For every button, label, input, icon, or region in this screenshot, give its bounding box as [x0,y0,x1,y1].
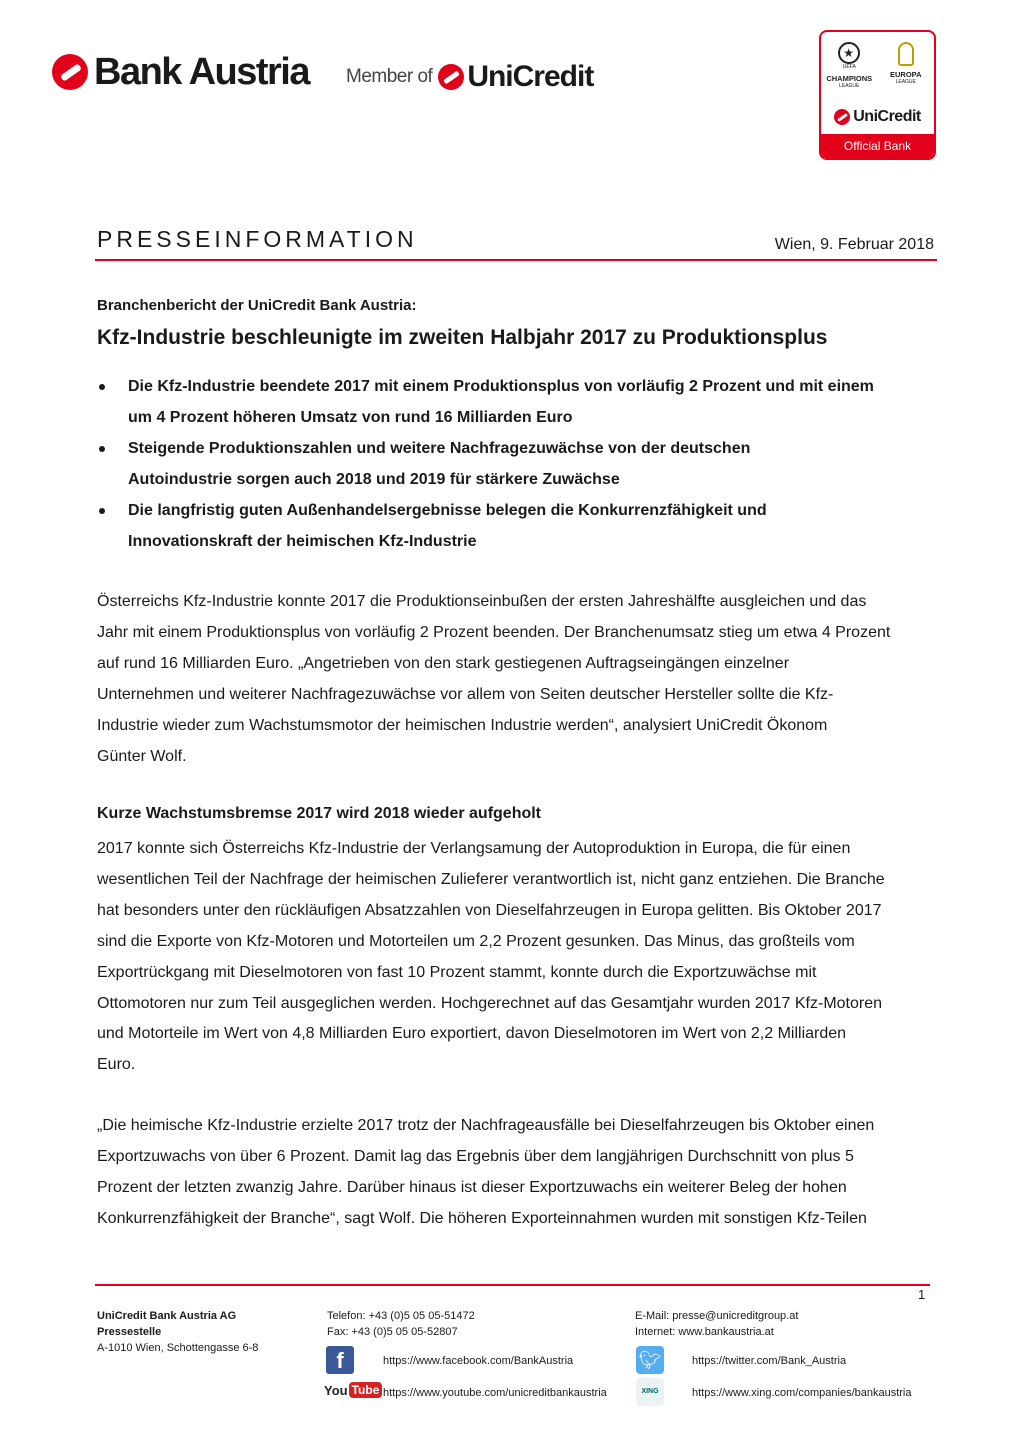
key-point-line: Die Kfz-Industrie beendete 2017 mit einem Produktionsplus von vorläufig 2 Prozent und mit einem [128,378,874,395]
key-point-line: Die langfristig guten Außenhandelsergebnisse belegen die Konkurrenzfähigkeit und [128,502,767,519]
member-of-label: Member of [346,66,433,87]
paragraph-line: Industrie wieder zum Wachstumsmotor der heimischen Industrie werden“, analysiert UniCredit Ökonom [97,716,828,734]
facebook-link[interactable]: https://www.facebook.com/BankAustria [383,1355,574,1367]
paragraph-line: Euro. [97,1056,136,1074]
department-name: Pressestelle [97,1326,162,1338]
paragraph-line: Prozent der letzten zwanzig Jahre. Darüber hinaus ist dieser Exportzuwachs ein weiterer Beleg der hohen [97,1178,847,1196]
paragraph-line: Ottomotoren nur zum Teil ausgeglichen werden. Hochgerechnet auf das Gesamtjahr wurden 2017 Kfz-Motoren [97,994,883,1012]
paragraph-line: Österreichs Kfz-Industrie konnte 2017 die Produktionseinbußen der ersten Jahreshälfte ausgleichen und das [97,593,867,610]
facebook-icon[interactable]: f [326,1346,354,1374]
paragraph-line: 2017 konnte sich Österreichs Kfz-Industrie der Verlangsamung der Autoproduktion in Europa, die für einen [97,840,851,857]
champions-league-sub: LEAGUE [839,83,860,89]
badge-brand: UniCredit [853,108,921,125]
publication-date: Wien, 9. Februar 2018 [774,236,934,253]
trophy-icon [898,42,914,66]
company-name: UniCredit Bank Austria AG [97,1310,237,1322]
footer-phone-block [327,1308,475,1340]
key-point [97,433,927,495]
footer-contact-block [635,1308,798,1340]
competition-logos [821,42,934,89]
fax-number: Fax: +43 (0)5 05 05-52807 [327,1326,458,1338]
email-link[interactable]: E-Mail: presse@unicreditgroup.at [635,1310,799,1322]
paragraph-line: auf rund 16 Milliarden Euro. „Angetrieben von den stark gestiegenen Auftragseingängen einzelner [97,654,790,672]
europa-league-logo [879,42,933,89]
brand-name: Bank Austria [94,50,309,93]
champions-label: CHAMPIONS [826,74,873,83]
section-heading: Kurze Wachstumsbremse 2017 wird 2018 wieder aufgeholt [97,805,542,822]
unicredit-mark-icon [438,64,464,90]
xing-icon[interactable] [636,1378,664,1406]
page-number: 1 [918,1287,926,1302]
paragraph-line: Günter Wolf. [97,747,187,765]
paragraph-line: Exportrückgang mit Dieselmotoren von fast 10 Prozent stammt, konnte durch die Exportzuwächse mit [97,963,817,981]
youtube-tube-text: Tube [349,1382,383,1398]
website-link[interactable]: Internet: www.bankaustria.at [635,1326,774,1338]
body-paragraph-quote [97,1111,937,1235]
key-points-list [97,371,927,557]
unicredit-mark-icon [834,109,850,125]
official-bank-badge [819,30,936,160]
key-point [97,371,927,433]
paragraph-line: Exportzuwachs von über 6 Prozent. Damit lag das Ergebnis über dem langjährigen Durchschnitt von plus 5 [97,1147,854,1165]
youtube-icon[interactable] [324,1382,380,1398]
paragraph-line: und Motorteile im Wert von 4,8 Milliarden Euro exportiert, davon Dieselmotoren im Wert von 2,2 Milliarden [97,1025,847,1043]
europa-label: EUROPA [889,70,922,79]
champions-league-logo [822,42,876,89]
subheadline: Branchenbericht der UniCredit Bank Austria: [97,297,417,314]
key-point-line: Innovationskraft der heimischen Kfz-Industrie [128,533,477,550]
uefa-label: UEFA [842,64,856,70]
company-address: A-1010 Wien, Schottengasse 6-8 [97,1342,259,1354]
paragraph-line: wesentlichen Teil der Nachfrage der heimischen Zulieferer verantwortlich ist, nicht ganz entziehen. Die Branche [97,870,885,888]
badge-unicredit-logo [821,108,934,126]
youtube-you-text: You [324,1382,348,1398]
key-point-line: Autoindustrie sorgen auch 2018 und 2019 für stärkere Zuwächse [128,471,620,488]
xing-link[interactable]: https://www.xing.com/companies/bankaustria [692,1387,912,1399]
body-paragraph-intro [97,587,937,772]
body-paragraph-exports [97,834,937,1081]
member-of-unicredit-logo [346,60,593,94]
paragraph-line: „Die heimische Kfz-Industrie erzielte 2017 trotz der Nachfrageausfälle bei Dieselfahrzeugen bis Oktober einen [97,1117,875,1134]
paragraph-line: Jahr mit einem Produktionsplus von vorläufig 2 Prozent beenden. Der Branchenumsatz stieg um etwa 4 Prozent [97,623,891,641]
twitter-link[interactable]: https://twitter.com/Bank_Austria [692,1355,847,1367]
key-point [97,495,927,557]
bank-austria-logo [52,50,309,94]
page-title: PRESSEINFORMATION [97,226,418,252]
key-point-line: Steigende Produktionszahlen und weitere Nachfragezuwächse von der deutschen [128,440,751,457]
youtube-link[interactable]: https://www.youtube.com/unicreditbankaustria [383,1387,607,1399]
key-point-line: um 4 Prozent höheren Umsatz von rund 16 Milliarden Euro [128,409,573,426]
parent-brand-name: UniCredit [467,60,594,93]
phone-number[interactable]: Telefon: +43 (0)5 05 05-51472 [327,1310,475,1322]
official-bank-label: Official Bank [821,134,934,158]
europa-league-sub: LEAGUE [895,79,916,85]
header-divider [95,259,937,261]
footer-divider [95,1284,930,1286]
xing-icon-label: XING [641,1388,659,1395]
paragraph-line: hat besonders unter den rückläufigen Absatzzahlen von Dieselfahrzeugen in Europa gelitten. Bis Oktober 2017 [97,901,882,919]
footer-company-block [97,1308,258,1356]
football-star-icon [838,42,860,64]
headline: Kfz-Industrie beschleunigte im zweiten Halbjahr 2017 zu Produktionsplus [97,326,828,349]
paragraph-line: Konkurrenzfähigkeit der Branche“, sagt Wolf. Die höheren Exporteinnahmen wurden mit sonstigen Kfz-Teilen [97,1209,867,1227]
paragraph-line: sind die Exporte von Kfz-Motoren und Motorteilen um 2,2 Prozent gesunken. Das Minus, das großteils vom [97,932,855,950]
unicredit-mark-icon [52,54,88,90]
paragraph-line: Unternehmen und weiterer Nachfragezuwächse vor allem von Seiten deutscher Hersteller sollte die Kfz- [97,685,834,703]
twitter-icon[interactable]: 🐦︎ [636,1346,664,1374]
